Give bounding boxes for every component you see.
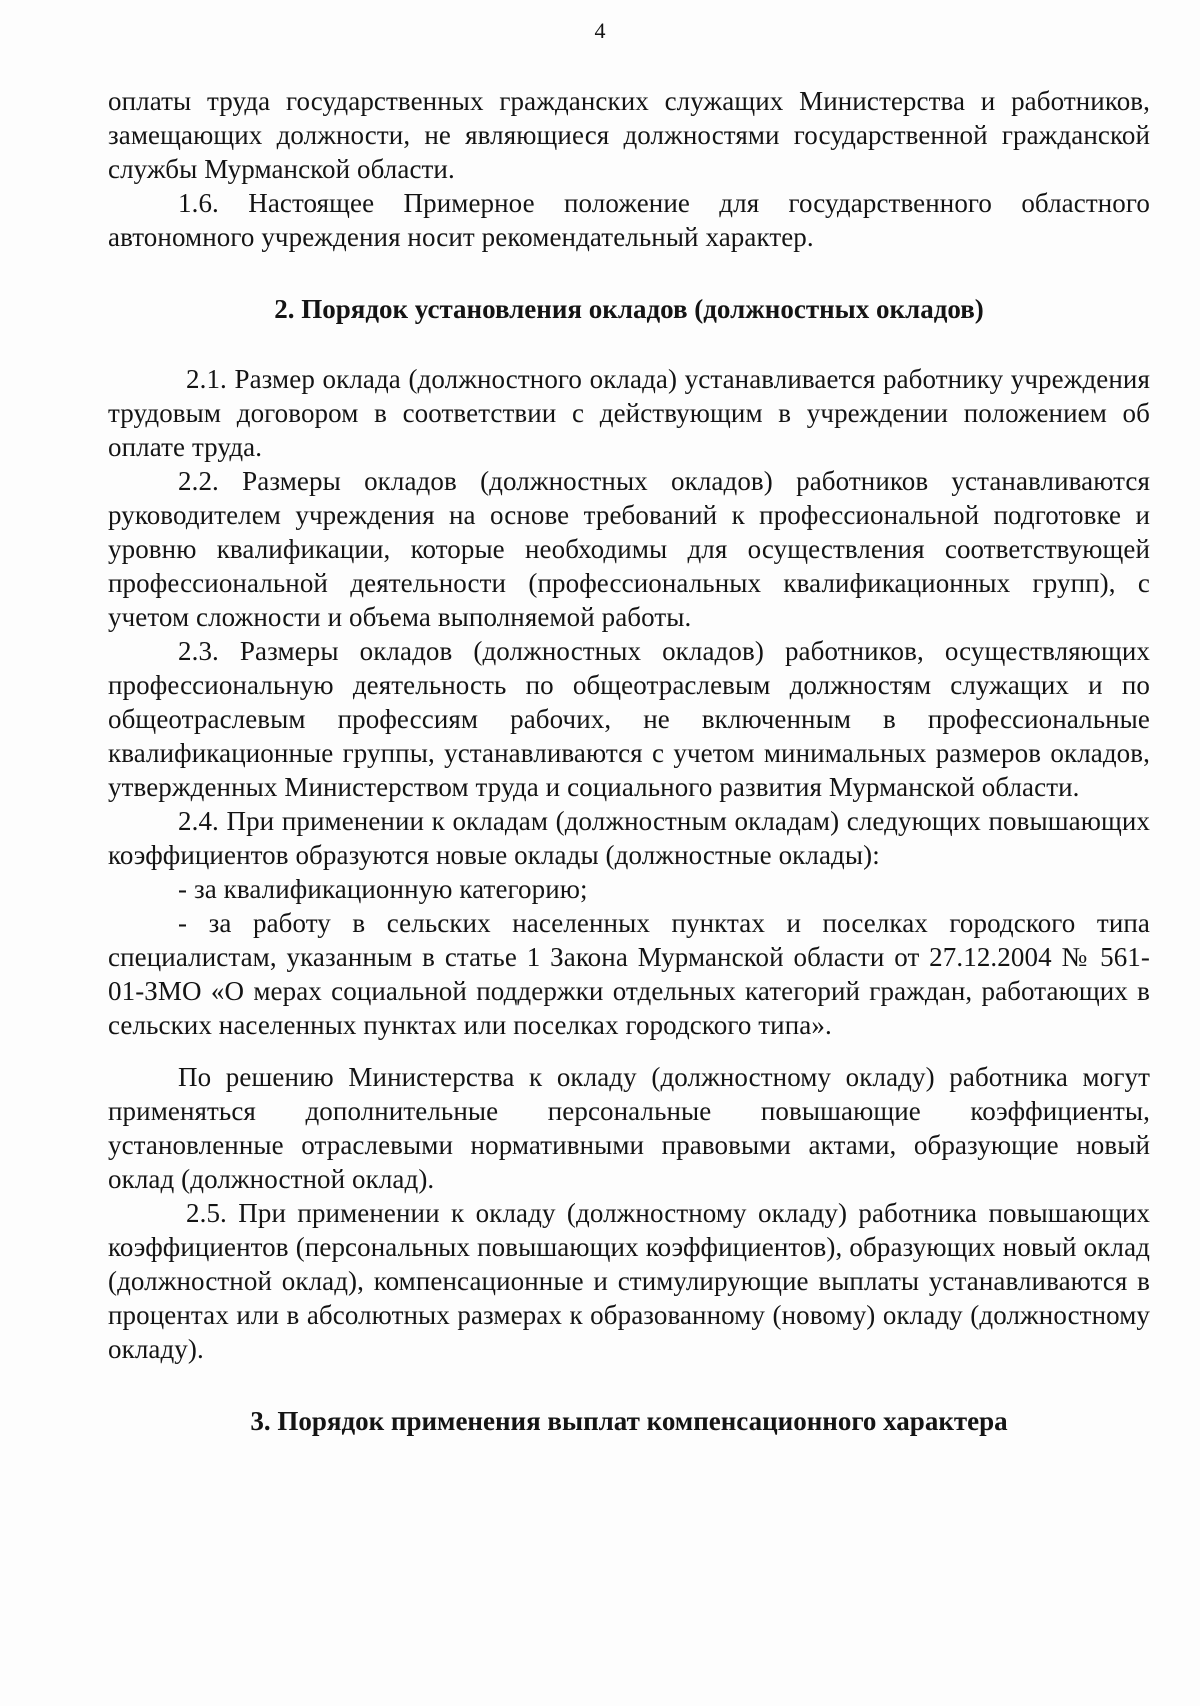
paragraph-2-3: 2.3. Размеры окладов (должностных окладов) работников, осуществляющих профессиональную деятельность по общеотраслевым должностям служащих и по общеотраслевым профессиям рабочих, не включенным в профессиональные квалификационные группы, устанавливаются с учетом минимальных размеров окладов, утвержденных Министерством труда и социального развития Мурманской области. <box>108 636 1150 802</box>
document-body <box>108 84 1150 1438</box>
paragraph-1-6: 1.6. Настоящее Примерное положение для государственного областного автономного учреждения носит рекомендательный характер. <box>108 188 1150 252</box>
paragraph-2-4: 2.4. При применении к окладам (должностным окладам) следующих повышающих коэффициентов образуются новые оклады (должностные оклады): <box>108 806 1150 870</box>
section-3-heading: 3. Порядок применения выплат компенсационного характера <box>250 1406 1008 1436</box>
paragraph-2-1: 2.1. Размер оклада (должностного оклада) устанавливается работнику учреждения трудовым договором в соответствии с действующим в учреждении положением об оплате труда. <box>108 364 1150 462</box>
paragraph-2-2: 2.2. Размеры окладов (должностных окладов) работников устанавливаются руководителем учреждения на основе требований к профессиональной подготовке и уровню квалификации, которые необходимы для осуществления соответствующей профессиональной деятельности (профессиональных квалификационных групп), с учетом сложности и объема выполняемой работы. <box>108 466 1150 632</box>
section-2-heading: 2. Порядок установления окладов (должностных окладов) <box>274 294 984 324</box>
section1-continuation: оплаты труда государственных гражданских служащих Министерства и работников, замещающих должности, не являющиеся должностями государственной гражданской службы Мурманской области. <box>108 86 1150 184</box>
list-item-qualification: - за квалификационную категорию; <box>178 874 588 904</box>
page-number: 4 <box>594 18 606 43</box>
paragraph-2-5: 2.5. При применении к окладу (должностному окладу) работника повышающих коэффициентов (персональных повышающих коэффициентов), образующих новый оклад (должностной оклад), компенсационные и стимулирующие выплаты устанавливаются в процентах или в абсолютных размерах к образованному (новому) окладу (должностному окладу). <box>108 1198 1150 1364</box>
spacer <box>108 1042 1150 1060</box>
paragraph-ministry-decision: По решению Министерства к окладу (должностному окладу) работника могут применяться дополнительные персональные повышающие коэффициенты, установленные отраслевыми нормативными правовыми актами, образующие новый оклад (должностной оклад). <box>108 1062 1150 1194</box>
list-item-rural-work: - за работу в сельских населенных пунктах и поселках городского типа специалистам, указанным в статье 1 Закона Мурманской области от 27.12.2004 № 561-01-ЗМО «О мерах социальной поддержки отдельных категорий граждан, работающих в сельских населенных пунктах или поселках городского типа». <box>108 908 1150 1040</box>
